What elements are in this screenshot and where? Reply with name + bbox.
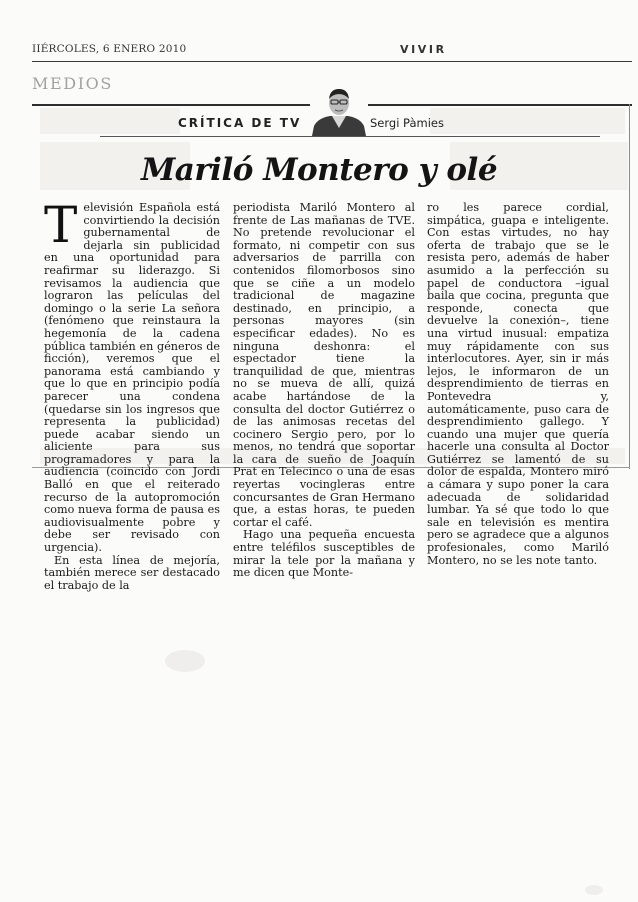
bleed-through-band-top [40, 108, 180, 134]
paper-smudge [585, 885, 603, 895]
paragraph: ro les parece cordial, simpática, guapa e inteligente. Con estas virtudes, no hay oferta de trabajo que se le resista pero, además de haber asumido a la perfección su papel de conductora –igual baila que cocina, pregunta que responde, conecta que devuelve la conexión–, tiene una virtud inusual: empatiza muy rápidamente con sus interlocutores. Ayer, sin ir más lejos, le informaron de un desprendimiento de tierras en Pontevedra y, automáticamente, puso cara de desprendimiento gallego. Y cuando una mujer que quería hacerle una consulta al Doctor Gutiérrez se lamentó de su dolor de espalda, Montero miró a cámara y supo poner la cara adecuada de solidaridad lumbar. Ya sé que todo lo que sale en televisión es mentira pero se agradece que a algunos profesionales, como Mariló Montero, no se les note tanto. [427, 201, 609, 567]
header-section: VIVIR [400, 43, 447, 56]
article-column-1 [44, 196, 220, 592]
paragraph: Hago una pequeña encuesta entre teléfilos susceptibles de mirar la tele por la mañana y me dicen que Monte- [233, 528, 415, 580]
paragraph: En esta línea de mejoría, también merece ser destacado el trabajo de la [44, 553, 220, 592]
column-label-rule [100, 136, 600, 137]
bleed-through-band-right [430, 108, 625, 134]
column-label: CRÍTICA DE TV [178, 116, 302, 130]
header-subsection: MEDIOS [32, 74, 113, 93]
paper-smudge [165, 650, 205, 672]
article-column-2 [233, 202, 415, 580]
article-column-3 [427, 202, 609, 567]
drop-cap: T [44, 196, 78, 254]
header-rule [32, 61, 632, 62]
paragraph: elevisión Española está convirtiendo la decisión gubernamental de dejarla sin publicidad en una oportunidad para reafirmar su liderazgo. Si revisamos la audiencia que lograron las películas del domingo o la serie La señora (fenómeno que reinstaura la hegemonía de la cadena pública también en géneros de ficción), veremos que el panorama está cambiando y que lo que en principio podía parecer una condena (quedarse sin los ingresos que representa la publicidad) puede acabar siendo un aliciente para sus programadores y para la audiencia (coincido con Jordi Balló en que el reiterado recurso de la autopromoción como nueva forma de pausa es audiovisualmente pobre y debe ser revisado con urgencia). [44, 201, 220, 555]
article-headline: Mariló Montero y olé [140, 152, 498, 188]
header-date: IIÉRCOLES, 6 ENERO 2010 [32, 43, 187, 55]
author-portrait-icon [310, 86, 368, 136]
paragraph: periodista Mariló Montero al frente de Las mañanas de TVE. No pretende revolucionar el formato, ni competir con sus adversarios de parrilla con contenidos filomorbosos sino que se ciñe a un modelo tradicional de magazine destinado, en principio, a personas mayores (sin especificar edades). No es ninguna deshonra: el espectador tiene la tranquilidad de que, mientras no se mueva de allí, quizá acabe hartándose de la consulta del doctor Gutiérrez o de las animosas recetas del cocinero Sergio pero, por lo menos, no tendrá que soportar la cara de sueño de Joaquín Prat en Telecinco o una de esas reyertas vocingleras entre concursantes de Gran Hermano que, a estas horas, te pueden cortar el café. [233, 201, 415, 529]
author-name: Sergi Pàmies [370, 116, 444, 130]
